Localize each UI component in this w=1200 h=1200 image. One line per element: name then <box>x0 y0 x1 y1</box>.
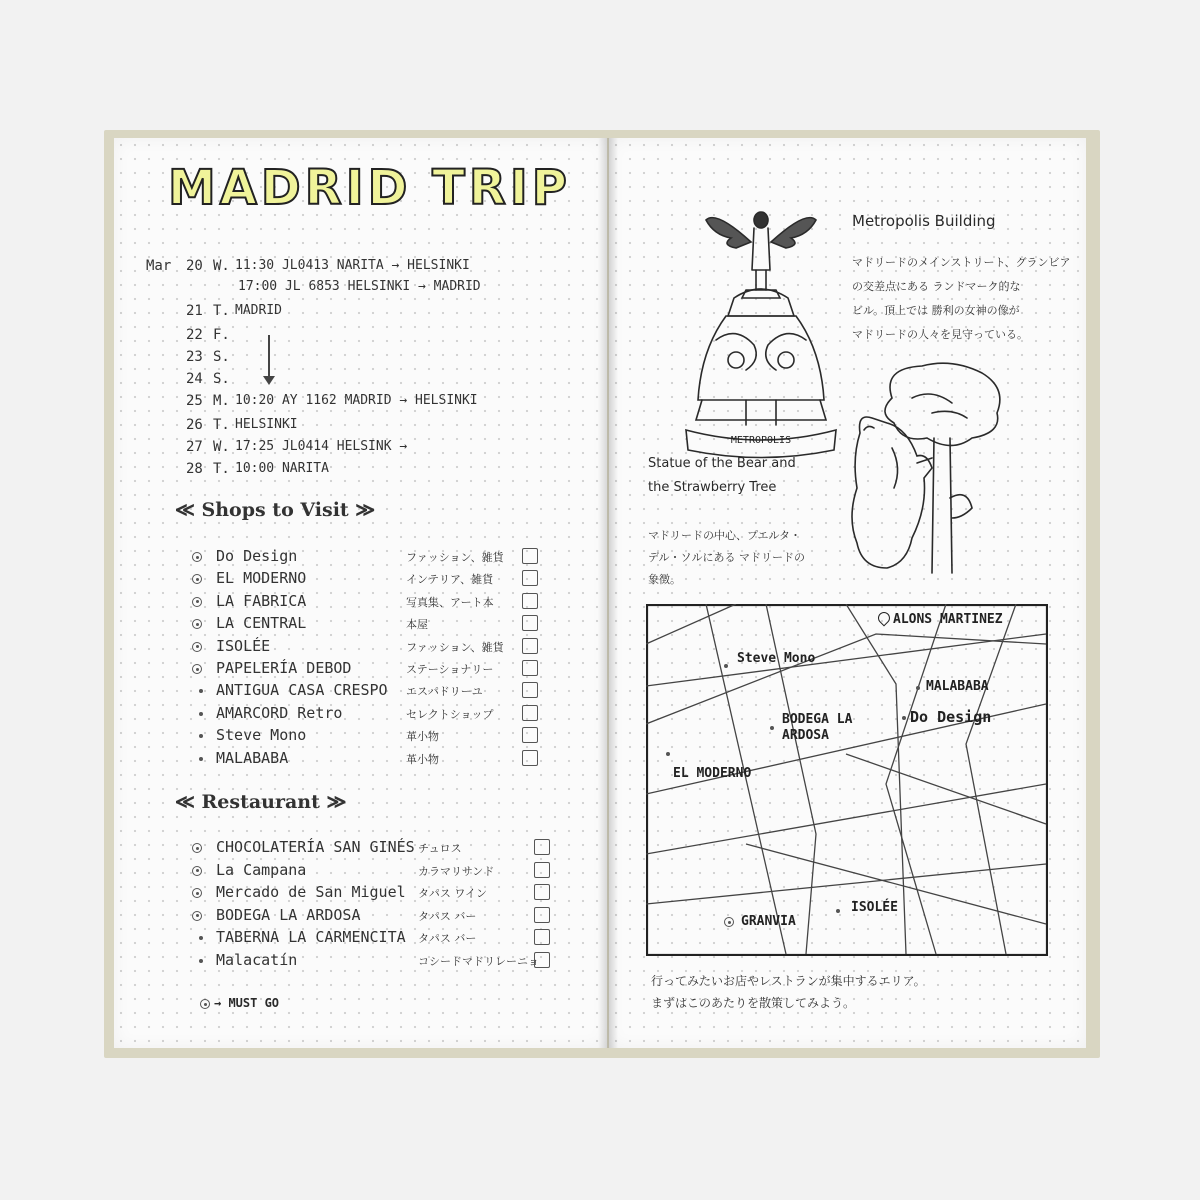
must-go-bullet-icon <box>192 552 202 562</box>
checkbox-icon <box>522 705 538 721</box>
bear-description-line: デル・ソルにある マドリードの <box>648 551 805 564</box>
map-label-malababa: MALABABA <box>926 679 989 694</box>
map-label-bodega-line1: BODEGA LA <box>782 712 853 727</box>
must-go-bullet-icon <box>192 597 202 607</box>
itinerary-weekday: S. <box>213 371 230 387</box>
checkbox-icon <box>534 884 550 900</box>
itinerary-weekday: M. <box>213 393 230 409</box>
shops-item-name: LA CENTRAL <box>216 614 307 633</box>
restaurants-item-name: Malacatín <box>216 951 298 969</box>
checkbox-icon <box>522 638 538 654</box>
shops-item-note: 革小物 <box>406 752 439 766</box>
itinerary-entry: 17:25 JL0414 HELSINK → <box>235 439 408 454</box>
map-dot-isolee <box>836 909 840 913</box>
itinerary-weekday: T. <box>213 303 230 319</box>
shops-item-name: MALABABA <box>216 748 289 767</box>
map-caption-line1: 行ってみたいお店やレストランが集中するエリア。 <box>651 974 926 988</box>
itinerary-day: 25 <box>186 393 203 409</box>
bullet-icon <box>199 959 203 963</box>
checkbox-icon <box>534 952 550 968</box>
checkbox-icon <box>534 929 550 945</box>
itinerary-weekday: S. <box>213 349 230 365</box>
map-label-alons-martinez: ALONS MARTINEZ <box>893 612 1003 627</box>
itinerary-entry: HELSINKI <box>235 417 298 432</box>
metropolis-description-line: の交差点にある ランドマーク的な <box>852 280 1021 293</box>
checkbox-icon <box>534 839 550 855</box>
must-go-bullet-icon <box>192 664 202 674</box>
map-label-el-moderno: EL MODERNO <box>673 766 752 781</box>
shops-item-name: LA FABRICA <box>216 591 307 610</box>
shops-item-name: Do Design <box>216 547 298 565</box>
shops-item-note: 本屋 <box>406 618 428 632</box>
itinerary-day: 22 <box>186 327 203 343</box>
must-go-bullet-icon <box>192 843 202 853</box>
bear-description-line: 象徴。 <box>648 573 681 586</box>
shops-item-name: Steve Mono <box>216 726 307 745</box>
itinerary-weekday: W. <box>213 439 230 455</box>
granvia-marker-icon <box>724 917 734 927</box>
must-go-legend: → MUST GO <box>214 996 280 1010</box>
itinerary-day: 24 <box>186 371 203 387</box>
metropolis-building-sketch <box>676 200 846 460</box>
must-go-bullet-icon <box>200 999 210 1009</box>
page-gutter <box>598 138 618 1048</box>
shops-item-note: ファッション、雑貨 <box>406 640 504 654</box>
itinerary-entry: 11:30 JL0413 NARITA → HELSINKI <box>235 258 470 273</box>
metropolis-heading: Metropolis Building <box>852 212 996 230</box>
itinerary-day: 26 <box>186 417 203 433</box>
must-go-bullet-icon <box>192 866 202 876</box>
restaurants-item-name: CHOCOLATERÍA SAN GINÉS <box>216 838 415 856</box>
checkbox-icon <box>534 907 550 923</box>
itinerary-weekday: T. <box>213 461 230 477</box>
itinerary-weekday: T. <box>213 417 230 433</box>
shops-item-note: 写真集、アート本 <box>406 595 494 609</box>
restaurants-item-name: La Campana <box>216 860 307 879</box>
map-dot-dodesign <box>902 716 906 720</box>
itinerary-arrow-line <box>268 335 270 380</box>
metropolis-description-line: ビル。頂上では 勝利の女神の像が <box>852 304 1020 317</box>
shops-item-name: AMARCORD Retro <box>216 703 343 722</box>
map-label-do-design: Do Design <box>910 708 992 726</box>
itinerary-weekday: F. <box>213 327 230 343</box>
itinerary-day: 20 <box>186 258 203 274</box>
restaurants-item-note: カラマリサンド <box>418 864 495 878</box>
itinerary-month: Mar <box>146 258 172 274</box>
metropolis-description-line: マドリードの人々を見守っている。 <box>852 328 1028 341</box>
checkbox-icon <box>522 660 538 676</box>
shops-item-note: 革小物 <box>406 730 439 744</box>
bear-description-line: マドリードの中心、プエルタ・ <box>648 529 802 542</box>
bullet-icon <box>199 757 203 761</box>
restaurants-item-note: チュロス <box>418 842 462 855</box>
itinerary-day: 28 <box>186 461 203 477</box>
map-dot-steve <box>724 664 728 668</box>
map-label-granvia: GRANVIA <box>741 914 796 929</box>
checkbox-icon <box>522 570 538 586</box>
shops-item-note: エスパドリーユ <box>406 685 483 699</box>
checkbox-icon <box>522 593 538 609</box>
shops-item-note: ステーショナリー <box>406 663 494 676</box>
itinerary-entry: MADRID <box>235 303 282 318</box>
itinerary-day: 23 <box>186 349 203 365</box>
restaurants-item-name: TABERNA LA CARMENCITA <box>216 928 406 947</box>
map-caption-line2: まずはこのあたりを散策してみよう。 <box>651 996 856 1010</box>
checkbox-icon <box>522 750 538 766</box>
page-title: MADRID TRIP <box>168 160 571 216</box>
arrow-down-icon <box>263 376 275 385</box>
restaurants-item-name: Mercado de San Miguel <box>216 883 406 902</box>
itinerary-day: 27 <box>186 439 203 455</box>
bear-heading-line: Statue of the Bear and <box>648 456 796 471</box>
itinerary-day: 21 <box>186 303 203 319</box>
checkbox-icon <box>522 682 538 698</box>
shops-item-note: インテリア、雑貨 <box>406 573 494 587</box>
itinerary-entry: 10:00 NARITA <box>235 461 329 476</box>
itinerary-weekday: W. <box>213 258 230 274</box>
restaurants-item-note: コシードマドリレーニョ <box>418 955 539 968</box>
map-label-isolee: ISOLÉE <box>851 900 898 915</box>
bear-heading-line: the Strawberry Tree <box>648 480 777 495</box>
metropolis-description-line: マドリードのメインストリート、グランビア <box>852 256 1071 269</box>
shops-item-note: ファッション、雑貨 <box>406 551 504 564</box>
checkbox-icon <box>522 727 538 743</box>
must-go-bullet-icon <box>192 911 202 921</box>
itinerary-entry: 10:20 AY 1162 MADRID → HELSINKI <box>235 393 478 408</box>
map-dot-bodega <box>770 726 774 730</box>
shops-item-name: PAPELERÍA DEBOD <box>216 659 352 677</box>
shops-item-name: EL MODERNO <box>216 569 307 588</box>
map-label-steve-mono: Steve Mono <box>737 651 816 666</box>
restaurants-item-note: タパス ワイン <box>418 887 488 901</box>
checkbox-icon <box>534 862 550 878</box>
restaurants-item-name: BODEGA LA ARDOSA <box>216 905 361 924</box>
map-dot-malababa <box>916 686 920 690</box>
bear-and-strawberry-tree-sketch <box>832 358 1012 578</box>
shops-item-note: セレクトショップ <box>406 707 494 721</box>
map-label-bodega-line2: ARDOSA <box>782 728 829 743</box>
shops-item-name: ISOLÉE <box>216 636 271 655</box>
restaurants-item-note: タパス バー <box>418 932 477 946</box>
restaurants-item-note: タパス バー <box>418 909 477 923</box>
metropolis-sign-text: METROPOLIS <box>730 435 792 446</box>
shops-heading: ≪ Shops to Visit ≫ <box>175 499 376 521</box>
must-go-bullet-icon <box>192 642 202 652</box>
itinerary-entry: 17:00 JL 6853 HELSINKI → MADRID <box>238 279 481 294</box>
checkbox-icon <box>522 615 538 631</box>
shops-item-name: ANTIGUA CASA CRESPO <box>216 681 388 700</box>
bullet-icon <box>199 712 203 716</box>
restaurants-heading: ≪ Restaurant ≫ <box>175 791 347 813</box>
checkbox-icon <box>522 548 538 564</box>
map-dot-moderno <box>666 752 670 756</box>
